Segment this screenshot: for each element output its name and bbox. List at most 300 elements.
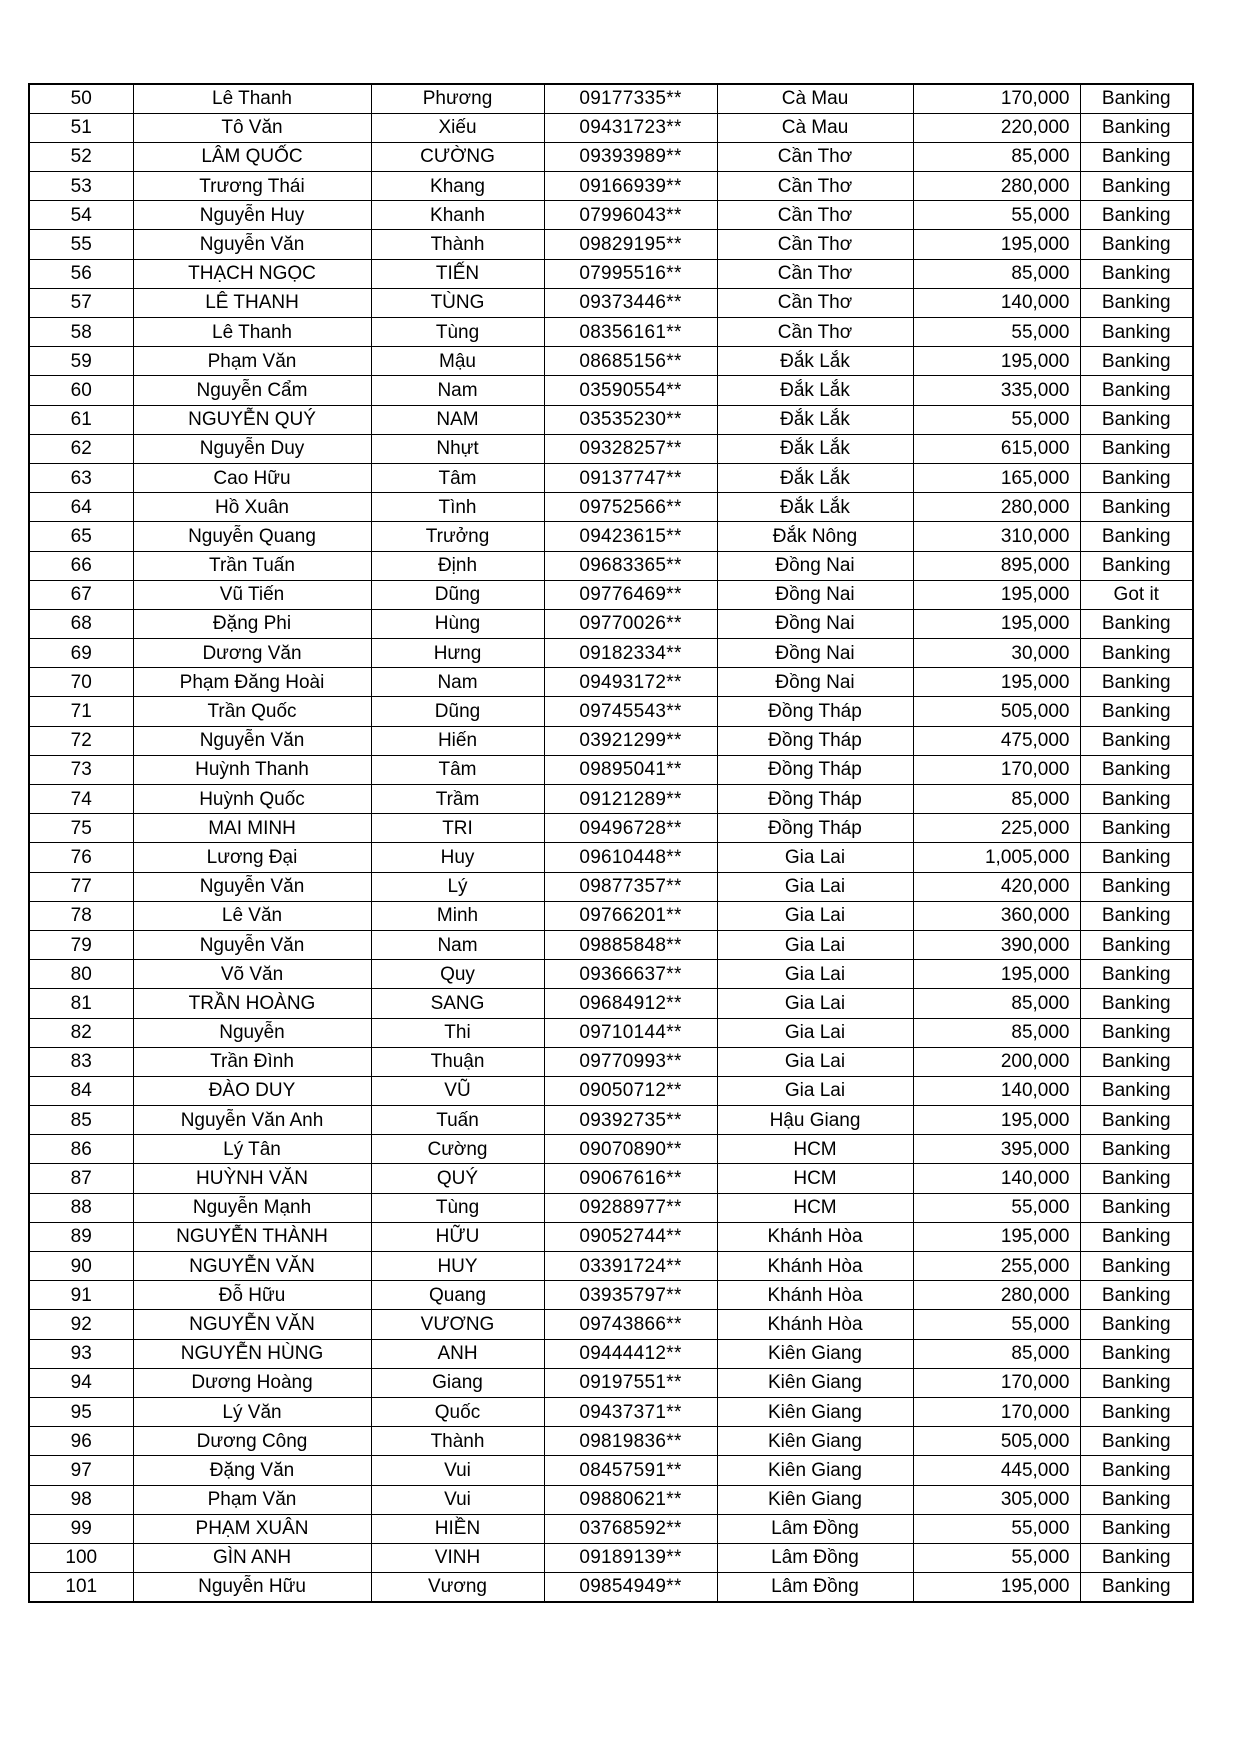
table-row (29, 726, 1193, 755)
surname-cell: Dương Hoàng (133, 1368, 371, 1397)
payment-method-cell: Banking (1080, 901, 1193, 930)
table-row (29, 259, 1193, 288)
surname-cell: Nguyễn Văn (133, 230, 371, 259)
given-name-cell: TIẾN (371, 259, 544, 288)
phone-cell: 09610448** (544, 843, 717, 872)
surname-cell: Nguyễn Quang (133, 522, 371, 551)
payment-method-cell: Banking (1080, 405, 1193, 434)
payment-method-cell: Banking (1080, 930, 1193, 959)
province-cell: Lâm Đồng (717, 1543, 913, 1572)
amount-cell: 280,000 (913, 1281, 1080, 1310)
province-cell: Đồng Tháp (717, 814, 913, 843)
given-name-cell: Thành (371, 230, 544, 259)
province-cell: Đắk Nông (717, 522, 913, 551)
row-number-cell: 76 (29, 843, 133, 872)
phone-cell: 09752566** (544, 493, 717, 522)
province-cell: Đồng Nai (717, 639, 913, 668)
table-row (29, 1573, 1193, 1602)
phone-cell: 09743866** (544, 1310, 717, 1339)
given-name-cell: Quốc (371, 1397, 544, 1426)
phone-cell: 03535230** (544, 405, 717, 434)
payment-method-cell: Banking (1080, 1310, 1193, 1339)
phone-cell: 03935797** (544, 1281, 717, 1310)
payment-method-cell: Banking (1080, 318, 1193, 347)
table-row (29, 1543, 1193, 1572)
table-row (29, 434, 1193, 463)
payment-method-cell: Banking (1080, 843, 1193, 872)
given-name-cell: CƯỜNG (371, 142, 544, 171)
payment-method-cell: Banking (1080, 1164, 1193, 1193)
province-cell: Đắk Lắk (717, 405, 913, 434)
amount-cell: 445,000 (913, 1456, 1080, 1485)
row-number-cell: 85 (29, 1106, 133, 1135)
phone-cell: 09854949** (544, 1573, 717, 1602)
row-number-cell: 86 (29, 1135, 133, 1164)
payment-method-cell: Banking (1080, 1222, 1193, 1251)
surname-cell: HUỲNH VĂN (133, 1164, 371, 1193)
surname-cell: LÂM QUỐC (133, 142, 371, 171)
payment-method-cell: Banking (1080, 785, 1193, 814)
phone-cell: 09177335** (544, 84, 717, 113)
province-cell: Gia Lai (717, 989, 913, 1018)
payment-method-cell: Banking (1080, 726, 1193, 755)
phone-cell: 03921299** (544, 726, 717, 755)
amount-cell: 85,000 (913, 259, 1080, 288)
surname-cell: Hồ Xuân (133, 493, 371, 522)
table-row (29, 1135, 1193, 1164)
province-cell: Đồng Tháp (717, 726, 913, 755)
table-row (29, 1485, 1193, 1514)
row-number-cell: 58 (29, 318, 133, 347)
given-name-cell: NAM (371, 405, 544, 434)
amount-cell: 195,000 (913, 960, 1080, 989)
row-number-cell: 72 (29, 726, 133, 755)
payment-method-cell: Banking (1080, 434, 1193, 463)
row-number-cell: 55 (29, 230, 133, 259)
payment-method-cell: Banking (1080, 755, 1193, 784)
table-row (29, 1368, 1193, 1397)
given-name-cell: TÙNG (371, 288, 544, 317)
given-name-cell: Quang (371, 1281, 544, 1310)
phone-cell: 09373446** (544, 288, 717, 317)
surname-cell: Nguyễn (133, 1018, 371, 1047)
row-number-cell: 53 (29, 172, 133, 201)
payment-method-cell: Banking (1080, 1193, 1193, 1222)
payment-method-cell: Banking (1080, 1543, 1193, 1572)
surname-cell: Phạm Đăng Hoài (133, 668, 371, 697)
surname-cell: Trần Đình (133, 1047, 371, 1076)
payment-method-cell: Banking (1080, 347, 1193, 376)
amount-cell: 140,000 (913, 1076, 1080, 1105)
winners-table-body (29, 84, 1193, 1602)
payment-method-cell: Banking (1080, 872, 1193, 901)
row-number-cell: 96 (29, 1427, 133, 1456)
amount-cell: 195,000 (913, 609, 1080, 638)
amount-cell: 195,000 (913, 1222, 1080, 1251)
surname-cell: NGUYỄN VĂN (133, 1252, 371, 1281)
province-cell: Đồng Tháp (717, 785, 913, 814)
given-name-cell: Nam (371, 930, 544, 959)
surname-cell: Đặng Phi (133, 609, 371, 638)
amount-cell: 420,000 (913, 872, 1080, 901)
phone-cell: 07996043** (544, 201, 717, 230)
payment-method-cell: Banking (1080, 1485, 1193, 1514)
phone-cell: 09288977** (544, 1193, 717, 1222)
phone-cell: 08685156** (544, 347, 717, 376)
surname-cell: PHẠM XUÂN (133, 1514, 371, 1543)
surname-cell: Cao Hữu (133, 463, 371, 492)
row-number-cell: 67 (29, 580, 133, 609)
payment-method-cell: Banking (1080, 376, 1193, 405)
payment-method-cell: Banking (1080, 1397, 1193, 1426)
row-number-cell: 90 (29, 1252, 133, 1281)
amount-cell: 255,000 (913, 1252, 1080, 1281)
phone-cell: 09710144** (544, 1018, 717, 1047)
table-row (29, 639, 1193, 668)
table-row (29, 580, 1193, 609)
surname-cell: ĐÀO DUY (133, 1076, 371, 1105)
table-row (29, 960, 1193, 989)
surname-cell: Nguyễn Mạnh (133, 1193, 371, 1222)
table-row (29, 318, 1193, 347)
given-name-cell: HIỀN (371, 1514, 544, 1543)
phone-cell: 03391724** (544, 1252, 717, 1281)
province-cell: Khánh Hòa (717, 1222, 913, 1251)
surname-cell: NGUYỄN THÀNH (133, 1222, 371, 1251)
phone-cell: 09776469** (544, 580, 717, 609)
given-name-cell: ANH (371, 1339, 544, 1368)
row-number-cell: 59 (29, 347, 133, 376)
payment-method-cell: Banking (1080, 639, 1193, 668)
table-row (29, 1281, 1193, 1310)
surname-cell: Nguyễn Huy (133, 201, 371, 230)
surname-cell: Lê Văn (133, 901, 371, 930)
table-row (29, 1397, 1193, 1426)
province-cell: Lâm Đồng (717, 1514, 913, 1543)
province-cell: Đắk Lắk (717, 347, 913, 376)
amount-cell: 505,000 (913, 697, 1080, 726)
amount-cell: 55,000 (913, 1310, 1080, 1339)
amount-cell: 55,000 (913, 405, 1080, 434)
payment-method-cell: Banking (1080, 1047, 1193, 1076)
amount-cell: 305,000 (913, 1485, 1080, 1514)
phone-cell: 09770026** (544, 609, 717, 638)
province-cell: Cần Thơ (717, 230, 913, 259)
table-row (29, 463, 1193, 492)
phone-cell: 09182334** (544, 639, 717, 668)
table-row (29, 1018, 1193, 1047)
given-name-cell: Hiến (371, 726, 544, 755)
surname-cell: Lý Tân (133, 1135, 371, 1164)
phone-cell: 07995516** (544, 259, 717, 288)
province-cell: Cà Mau (717, 113, 913, 142)
table-row (29, 1047, 1193, 1076)
surname-cell: Phạm Văn (133, 1485, 371, 1514)
phone-cell: 09431723** (544, 113, 717, 142)
surname-cell: Nguyễn Cẩm (133, 376, 371, 405)
row-number-cell: 65 (29, 522, 133, 551)
surname-cell: Phạm Văn (133, 347, 371, 376)
amount-cell: 395,000 (913, 1135, 1080, 1164)
phone-cell: 09437371** (544, 1397, 717, 1426)
row-number-cell: 60 (29, 376, 133, 405)
province-cell: Cần Thơ (717, 318, 913, 347)
table-row (29, 551, 1193, 580)
phone-cell: 09393989** (544, 142, 717, 171)
table-row (29, 989, 1193, 1018)
surname-cell: Nguyễn Hữu (133, 1573, 371, 1602)
phone-cell: 09366637** (544, 960, 717, 989)
table-row (29, 814, 1193, 843)
amount-cell: 220,000 (913, 113, 1080, 142)
phone-cell: 09880621** (544, 1485, 717, 1514)
given-name-cell: Thi (371, 1018, 544, 1047)
payment-method-cell: Banking (1080, 1456, 1193, 1485)
given-name-cell: Nam (371, 668, 544, 697)
given-name-cell: Trưởng (371, 522, 544, 551)
surname-cell: NGUYỄN VĂN (133, 1310, 371, 1339)
given-name-cell: Mậu (371, 347, 544, 376)
province-cell: HCM (717, 1193, 913, 1222)
phone-cell: 09166939** (544, 172, 717, 201)
given-name-cell: Tình (371, 493, 544, 522)
row-number-cell: 73 (29, 755, 133, 784)
payment-method-cell: Banking (1080, 1076, 1193, 1105)
given-name-cell: Quy (371, 960, 544, 989)
phone-cell: 09745543** (544, 697, 717, 726)
amount-cell: 85,000 (913, 1018, 1080, 1047)
payment-method-cell: Banking (1080, 463, 1193, 492)
winners-table (28, 83, 1194, 1603)
payment-method-cell: Banking (1080, 1252, 1193, 1281)
amount-cell: 195,000 (913, 347, 1080, 376)
given-name-cell: Trầm (371, 785, 544, 814)
amount-cell: 140,000 (913, 288, 1080, 317)
given-name-cell: Tâm (371, 755, 544, 784)
payment-method-cell: Banking (1080, 172, 1193, 201)
table-row (29, 785, 1193, 814)
row-number-cell: 54 (29, 201, 133, 230)
phone-cell: 09819836** (544, 1427, 717, 1456)
row-number-cell: 77 (29, 872, 133, 901)
payment-method-cell: Banking (1080, 1339, 1193, 1368)
province-cell: Đắk Lắk (717, 376, 913, 405)
province-cell: Đắk Lắk (717, 463, 913, 492)
province-cell: Cần Thơ (717, 172, 913, 201)
given-name-cell: Xiếu (371, 113, 544, 142)
payment-method-cell: Banking (1080, 1135, 1193, 1164)
table-row (29, 376, 1193, 405)
province-cell: Cần Thơ (717, 288, 913, 317)
payment-method-cell: Banking (1080, 1514, 1193, 1543)
table-row (29, 901, 1193, 930)
province-cell: Gia Lai (717, 872, 913, 901)
table-row (29, 113, 1193, 142)
surname-cell: Dương Văn (133, 639, 371, 668)
amount-cell: 195,000 (913, 580, 1080, 609)
row-number-cell: 99 (29, 1514, 133, 1543)
payment-method-cell: Banking (1080, 551, 1193, 580)
row-number-cell: 81 (29, 989, 133, 1018)
given-name-cell: Định (371, 551, 544, 580)
province-cell: Kiên Giang (717, 1339, 913, 1368)
province-cell: Kiên Giang (717, 1368, 913, 1397)
province-cell: Hậu Giang (717, 1106, 913, 1135)
surname-cell: LÊ THANH (133, 288, 371, 317)
row-number-cell: 79 (29, 930, 133, 959)
province-cell: Cần Thơ (717, 259, 913, 288)
row-number-cell: 61 (29, 405, 133, 434)
table-row (29, 609, 1193, 638)
row-number-cell: 97 (29, 1456, 133, 1485)
payment-method-cell: Banking (1080, 609, 1193, 638)
surname-cell: TRẦN HOÀNG (133, 989, 371, 1018)
phone-cell: 09423615** (544, 522, 717, 551)
row-number-cell: 98 (29, 1485, 133, 1514)
table-row (29, 230, 1193, 259)
surname-cell: Vũ Tiến (133, 580, 371, 609)
surname-cell: Lương Đại (133, 843, 371, 872)
phone-cell: 09392735** (544, 1106, 717, 1135)
surname-cell: MAI MINH (133, 814, 371, 843)
given-name-cell: Nhựt (371, 434, 544, 463)
given-name-cell: Tùng (371, 1193, 544, 1222)
payment-method-cell: Banking (1080, 960, 1193, 989)
province-cell: Gia Lai (717, 1076, 913, 1105)
row-number-cell: 68 (29, 609, 133, 638)
province-cell: Kiên Giang (717, 1397, 913, 1426)
province-cell: Đồng Tháp (717, 697, 913, 726)
given-name-cell: Giang (371, 1368, 544, 1397)
surname-cell: GÌN ANH (133, 1543, 371, 1572)
payment-method-cell: Banking (1080, 142, 1193, 171)
amount-cell: 170,000 (913, 1368, 1080, 1397)
surname-cell: Huỳnh Quốc (133, 785, 371, 814)
surname-cell: Trương Thái (133, 172, 371, 201)
given-name-cell: Huy (371, 843, 544, 872)
payment-method-cell: Banking (1080, 1368, 1193, 1397)
row-number-cell: 80 (29, 960, 133, 989)
table-row (29, 1339, 1193, 1368)
amount-cell: 85,000 (913, 785, 1080, 814)
payment-method-cell: Banking (1080, 259, 1193, 288)
amount-cell: 225,000 (913, 814, 1080, 843)
amount-cell: 55,000 (913, 1193, 1080, 1222)
surname-cell: Tô Văn (133, 113, 371, 142)
province-cell: Khánh Hòa (717, 1252, 913, 1281)
province-cell: Gia Lai (717, 960, 913, 989)
payment-method-cell: Banking (1080, 668, 1193, 697)
amount-cell: 55,000 (913, 1543, 1080, 1572)
amount-cell: 170,000 (913, 1397, 1080, 1426)
amount-cell: 55,000 (913, 201, 1080, 230)
amount-cell: 165,000 (913, 463, 1080, 492)
row-number-cell: 70 (29, 668, 133, 697)
payment-method-cell: Banking (1080, 1427, 1193, 1456)
given-name-cell: HỮU (371, 1222, 544, 1251)
surname-cell: Nguyễn Văn Anh (133, 1106, 371, 1135)
row-number-cell: 94 (29, 1368, 133, 1397)
phone-cell: 09770993** (544, 1047, 717, 1076)
given-name-cell: Minh (371, 901, 544, 930)
given-name-cell: VƯƠNG (371, 1310, 544, 1339)
payment-method-cell: Banking (1080, 1018, 1193, 1047)
amount-cell: 895,000 (913, 551, 1080, 580)
payment-method-cell: Banking (1080, 288, 1193, 317)
phone-cell: 09121289** (544, 785, 717, 814)
phone-cell: 03768592** (544, 1514, 717, 1543)
surname-cell: Lê Thanh (133, 84, 371, 113)
surname-cell: Dương Công (133, 1427, 371, 1456)
given-name-cell: Tùng (371, 318, 544, 347)
given-name-cell: Nam (371, 376, 544, 405)
province-cell: Gia Lai (717, 843, 913, 872)
given-name-cell: TRI (371, 814, 544, 843)
given-name-cell: Khanh (371, 201, 544, 230)
phone-cell: 08356161** (544, 318, 717, 347)
phone-cell: 09895041** (544, 755, 717, 784)
table-row (29, 142, 1193, 171)
given-name-cell: Vương (371, 1573, 544, 1602)
table-row (29, 872, 1193, 901)
phone-cell: 09137747** (544, 463, 717, 492)
row-number-cell: 75 (29, 814, 133, 843)
given-name-cell: Dũng (371, 697, 544, 726)
given-name-cell: Khang (371, 172, 544, 201)
province-cell: Khánh Hòa (717, 1310, 913, 1339)
phone-cell: 09070890** (544, 1135, 717, 1164)
table-row (29, 1456, 1193, 1485)
amount-cell: 475,000 (913, 726, 1080, 755)
table-row (29, 755, 1193, 784)
province-cell: Đồng Tháp (717, 755, 913, 784)
row-number-cell: 52 (29, 142, 133, 171)
given-name-cell: Vui (371, 1456, 544, 1485)
amount-cell: 1,005,000 (913, 843, 1080, 872)
amount-cell: 85,000 (913, 989, 1080, 1018)
payment-method-cell: Banking (1080, 84, 1193, 113)
given-name-cell: Lý (371, 872, 544, 901)
phone-cell: 09683365** (544, 551, 717, 580)
payment-method-cell: Banking (1080, 230, 1193, 259)
payment-method-cell: Got it (1080, 580, 1193, 609)
province-cell: Đắk Lắk (717, 434, 913, 463)
table-row (29, 843, 1193, 872)
surname-cell: NGUYỄN HÙNG (133, 1339, 371, 1368)
province-cell: Đồng Nai (717, 551, 913, 580)
phone-cell: 09493172** (544, 668, 717, 697)
amount-cell: 30,000 (913, 639, 1080, 668)
row-number-cell: 66 (29, 551, 133, 580)
province-cell: Gia Lai (717, 1047, 913, 1076)
given-name-cell: SANG (371, 989, 544, 1018)
surname-cell: THẠCH NGỌC (133, 259, 371, 288)
payment-method-cell: Banking (1080, 113, 1193, 142)
table-row (29, 697, 1193, 726)
amount-cell: 55,000 (913, 1514, 1080, 1543)
row-number-cell: 88 (29, 1193, 133, 1222)
amount-cell: 390,000 (913, 930, 1080, 959)
phone-cell: 09067616** (544, 1164, 717, 1193)
given-name-cell: QUÝ (371, 1164, 544, 1193)
province-cell: Đồng Nai (717, 580, 913, 609)
surname-cell: Trần Tuấn (133, 551, 371, 580)
surname-cell: Nguyễn Văn (133, 872, 371, 901)
phone-cell: 09189139** (544, 1543, 717, 1572)
table-row (29, 405, 1193, 434)
payment-method-cell: Banking (1080, 697, 1193, 726)
phone-cell: 09766201** (544, 901, 717, 930)
